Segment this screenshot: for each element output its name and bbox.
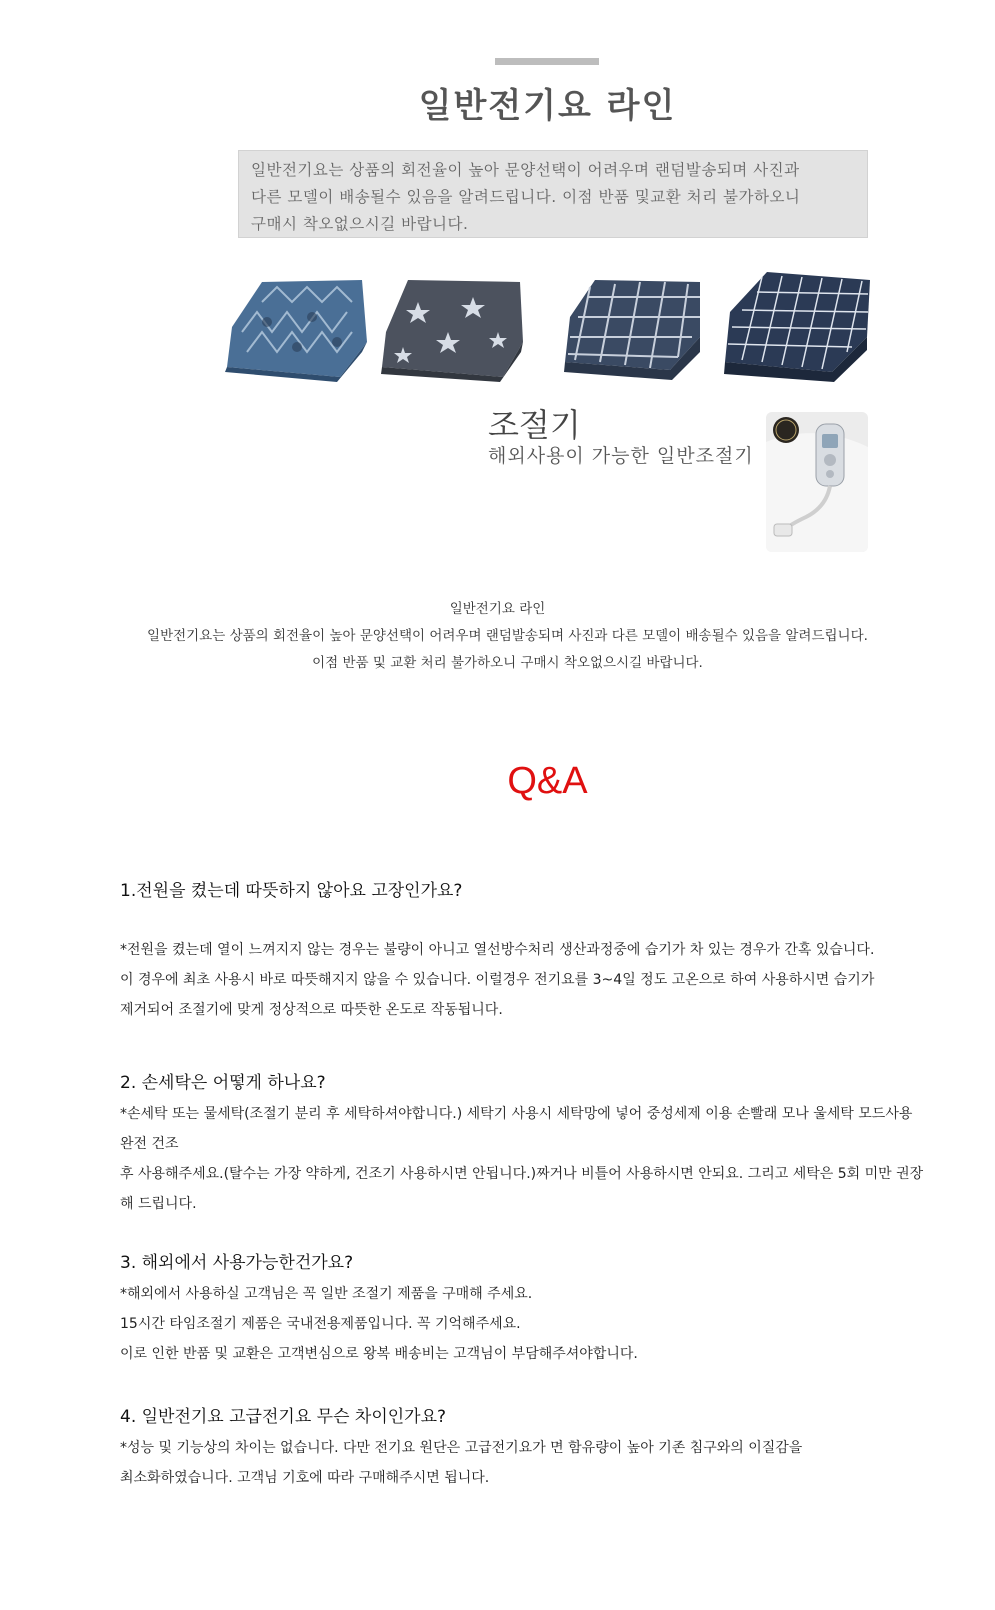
qa-title: Q&A	[507, 760, 588, 802]
answer-line: *손세탁 또는 물세탁(조절기 분리 후 세탁하셔야합니다.) 세탁기 사용시 세탁망에 넣어 중성세제 이용 손빨래 모나 울세탁 모드사용	[120, 1106, 913, 1122]
caption-line: 일반전기요는 상품의 회전율이 높아 문양선택이 어려우며 랜덤발송되며 사진과 다른 모델이 배송될수 있음을 알려드립니다.	[147, 628, 868, 644]
qa-answer	[120, 1279, 980, 1369]
caption-title: 일반전기요 라인	[449, 601, 546, 617]
qa-item	[120, 1248, 980, 1369]
notice-box	[238, 150, 868, 238]
qa-item	[120, 1068, 980, 1219]
caption-line: 이점 반품 및 교환 처리 불가하오니 구매시 착오없으시길 바랍니다.	[312, 655, 703, 671]
header-divider	[495, 58, 599, 65]
answer-line: *성능 및 기능상의 차이는 없습니다. 다만 전기요 원단은 고급전기요가 면 함유량이 높아 기존 침구와의 이질감을	[120, 1440, 803, 1456]
answer-line: 이 경우에 최초 사용시 바로 따뜻해지지 않을 수 있습니다. 이럴경우 전기요를 3~4일 정도 고온으로 하여 사용하시면 습기가	[120, 972, 875, 988]
controller-image	[766, 412, 868, 552]
notice-line: 다른 모델이 배송될수 있음을 알려드립니다. 이점 반품 및교환 처리 불가하오니	[251, 188, 801, 206]
qa-answer	[120, 1433, 980, 1493]
answer-line: 15시간 타임조절기 제품은 국내전용제품입니다. 꼭 기억해주세요.	[120, 1316, 521, 1332]
answer-line: 후 사용해주세요.(탈수는 가장 약하게, 건조기 사용하시면 안됩니다.)짜거나 비틀어 사용하시면 안되요. 그리고 세탁은 5회 미만 권장	[120, 1166, 924, 1182]
product-image-navy-stars	[378, 272, 526, 382]
product-image-navy-check	[722, 272, 870, 382]
qa-item	[120, 876, 980, 1025]
qa-question: 1.전원을 켰는데 따뜻하지 않아요 고장인가요?	[120, 881, 463, 901]
qa-answer	[120, 935, 980, 1025]
answer-line: 해 드립니다.	[120, 1196, 197, 1212]
controller-title: 조절기	[488, 406, 581, 444]
notice-line: 일반전기요는 상품의 회전율이 높아 문양선택이 어려우며 랜덤발송되며 사진과	[251, 161, 800, 179]
answer-line: *해외에서 사용하실 고객님은 꼭 일반 조절기 제품을 구매해 주세요.	[120, 1286, 533, 1302]
answer-line: 완전 건조	[120, 1136, 179, 1152]
answer-line: 이로 인한 반품 및 교환은 고객변심으로 왕복 배송비는 고객님이 부담해주셔야합니다.	[120, 1346, 638, 1362]
qa-item	[120, 1402, 980, 1493]
product-image-plaid	[560, 272, 708, 382]
qa-question: 3. 해외에서 사용가능한건가요?	[120, 1253, 354, 1273]
answer-line: *전원을 켰는데 열이 느껴지지 않는 경우는 불량이 아니고 열선방수처리 생산과정중에 습기가 차 있는 경우가 간혹 있습니다.	[120, 942, 875, 958]
section-title: 일반전기요 라인	[418, 86, 677, 126]
qa-question: 2. 손세탁은 어떻게 하나요?	[120, 1073, 326, 1093]
product-image-blue-pattern	[222, 272, 370, 382]
answer-line: 최소화하였습니다. 고객님 기호에 따라 구매해주시면 됩니다.	[120, 1470, 490, 1486]
notice-line: 구매시 착오없으시길 바랍니다.	[251, 215, 469, 233]
answer-line: 제거되어 조절기에 맞게 정상적으로 따뜻한 온도로 작동됩니다.	[120, 1002, 503, 1018]
qa-answer	[120, 1099, 980, 1219]
controller-subtitle: 해외사용이 가능한 일반조절기	[488, 445, 754, 467]
qa-question: 4. 일반전기요 고급전기요 무슨 차이인가요?	[120, 1407, 447, 1427]
